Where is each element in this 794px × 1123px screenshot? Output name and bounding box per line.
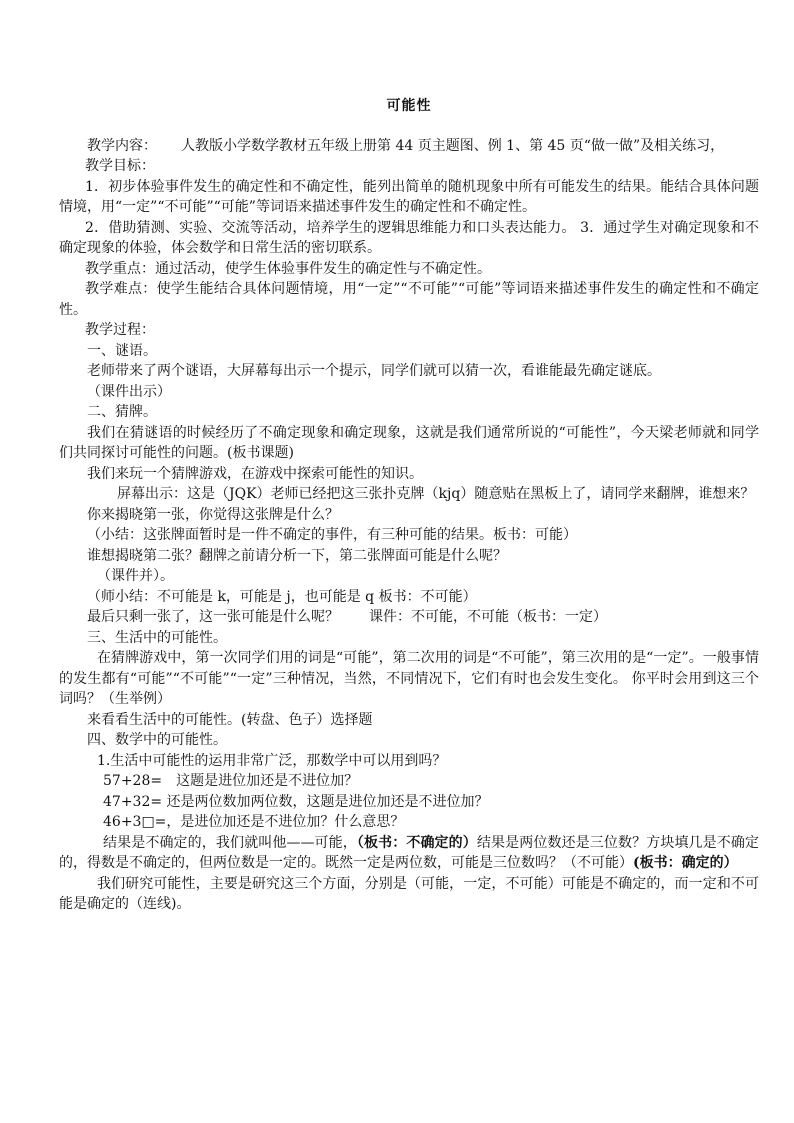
section-2-question-1: 你来揭晓第一张，你觉得这张牌是什么？: [87, 506, 339, 523]
section-2-note-2: （课件并）。: [97, 568, 174, 584]
section-4-equation-3: 46+3□=，是进位加还是不进位加？什么意思？: [103, 814, 405, 830]
section-2-text-3: 屏幕出示：这是（JQK）老师已经把这三张扑克牌（kjq）随意贴在黑板上了，请同学来翻牌，谁想来？: [117, 486, 755, 502]
section-4-reasoning: [59, 833, 759, 874]
section-4-result-1: 结果是不确定的，我们就叫他——可能，: [103, 834, 357, 851]
section-2-title: 二、猜牌。: [87, 404, 157, 420]
section-2-summary-1: （小结：这张牌面暂时是一件不确定的事件，有三种可能的结果。板书：可能）: [87, 527, 577, 543]
board-note-certain: (板书：确定的）: [633, 855, 738, 871]
board-note-uncertain: （板书：不确定的）: [356, 834, 477, 851]
section-4-equation-2: 47+32= 还是两位数加两位数，这题是进位加还是不进位加？: [103, 793, 489, 810]
objective-2: 2．借助猜测、实验、交流等活动，培养学生的逻辑思维能力和口头表达能力。: [85, 219, 576, 236]
section-2-question-2: 谁想揭晓第二张？翻牌之前请分析一下，第二张牌面可能是什么呢？: [87, 547, 507, 564]
process-label: 教学过程：: [85, 322, 155, 338]
section-4-result-2: 结果是两位数还是三位数？方块填几是不确定的，得数是不确定的，但两位数是一定的。既然一定是两位数，可能是三位数吗？（不可能）: [59, 834, 760, 871]
section-2-question-3a: 最后只剩一张了，这一张可能是什么呢？: [87, 609, 339, 625]
document-page: [59, 96, 759, 915]
section-1-text: 老师带来了两个谜语，大屏幕每出示一个提示，同学们就可以猜一次，看谁能最先确定谜底。: [87, 363, 661, 379]
section-2-text-1: 我们在猜谜语的时候经历了不确定现象和确定现象，这就是我们通常所说的“可能性”，今天梁老师就和同学们共同探讨可能性的问题。(板书课题): [59, 424, 759, 461]
section-4-title: 四、数学中的可能性。: [87, 732, 227, 748]
difficulty: 教学难点：使学生能结合具体问题情境，用“一定”“不可能”“可能”等词语来描述事件发生的确定性和不确定性。: [59, 281, 759, 318]
content-paragraph: [59, 136, 759, 157]
content-label: 教学内容：: [87, 137, 157, 154]
section-1-title: 一、谜语。: [87, 342, 157, 359]
summary-paragraph: 我们研究可能性，主要是研究这三个方面，分别是（可能，一定，不可能）可能是不确定的，而一定和不可能是确定的（连线)。: [59, 875, 759, 912]
section-3-text-2: 来看看生活中的可能性。(转盘、色子）选择题: [87, 711, 373, 728]
section-2-text-2: 我们来玩一个猜牌游戏，在游戏中探索可能性的知识。: [87, 465, 423, 482]
section-3-text-1: 在猜牌游戏中，第一次同学们用的词是“可能”，第二次用的词是“不可能”，第三次用的是“一定”。一般事情的发生都有“可能”“不可能”“一定”三种情况，当然，不同情况下，它们有时也会发生变化。 你平时会用到这三个词吗？（生举例）: [59, 650, 759, 707]
section-4-item-1: 1.生活中可能性的运用非常广泛，那数学中可以用到吗？: [97, 752, 447, 769]
page-title: 可能性: [386, 98, 432, 114]
objective-1: 1．初步体验事件发生的确定性和不确定性，能列出简单的随机现象中所有可能发生的结果。能结合具体问题情境，用“一定”“不可能”“可能”等词语来描述事件发生的确定性和不确定性。: [59, 178, 759, 215]
content-text: 人教版小学数学教材五年级上册第 44 页主题图、例 1、第 45 页“做一做”及相关练习，: [181, 137, 725, 154]
objectives-label: 教学目标：: [85, 158, 155, 174]
key-point: 教学重点：通过活动，使学生体验事件发生的确定性与不确定性。: [85, 260, 491, 277]
section-4-equation-1: 57+28= 这题是进位加还是不进位加？: [103, 773, 359, 789]
section-3-title: 三、生活中的可能性。: [87, 629, 227, 646]
section-1-note: （课件出示）: [87, 383, 171, 400]
section-2-question-3: [59, 607, 759, 628]
section-2-summary-2: （师小结：不可能是 k，可能是 j，也可能是 q 板书：不可能）: [87, 588, 477, 605]
objective-2-3: [59, 218, 759, 259]
objective-3: 3．通过学生对确定现象和不确定现象的体验，体会数学和日常生活的密切联系。: [59, 219, 760, 256]
section-2-question-3b: 课件：不可能，不可能（板书：一定）: [369, 609, 607, 625]
